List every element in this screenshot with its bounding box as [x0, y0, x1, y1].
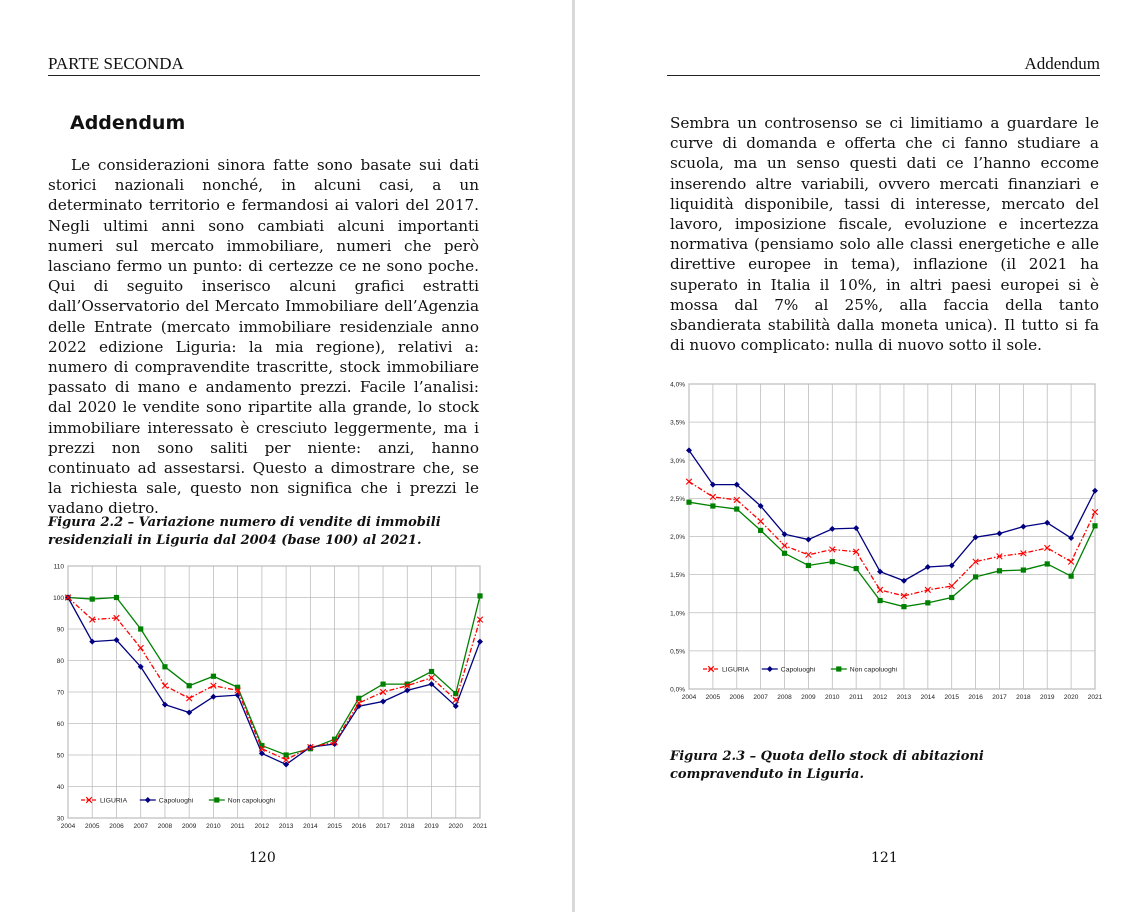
x-tick-label: 2004 [60, 823, 76, 830]
x-tick-label: 2017 [375, 823, 391, 830]
x-tick-label: 2009 [801, 694, 816, 701]
data-point [284, 752, 289, 757]
x-tick-label: 2018 [1016, 694, 1031, 701]
x-tick-label: 2004 [681, 694, 697, 701]
legend-label: Non capoluoghi [227, 797, 276, 805]
data-point [758, 528, 763, 533]
x-tick-label: 2008 [777, 694, 792, 701]
header-rule-left [48, 75, 480, 76]
x-tick-label: 2014 [303, 823, 318, 830]
y-tick-label: 40 [56, 784, 64, 791]
y-tick-label: 2,5% [670, 495, 685, 503]
legend-label: Capoluoghi [158, 797, 194, 805]
running-head-left: PARTE SECONDA [48, 54, 184, 73]
data-point [925, 600, 930, 605]
chart-stock-share [665, 378, 1105, 708]
page-number-right: 121 [871, 850, 898, 866]
data-point [138, 626, 143, 631]
y-tick-label: 3,5% [670, 419, 685, 427]
left-page [0, 0, 572, 912]
data-point [90, 596, 95, 601]
data-point [997, 568, 1002, 573]
data-point [1045, 561, 1050, 566]
y-tick-label: 90 [56, 626, 64, 634]
x-tick-label: 2009 [181, 823, 197, 830]
x-tick-label: 2012 [872, 694, 888, 701]
data-point [973, 574, 978, 579]
data-point [901, 604, 906, 609]
x-tick-label: 2014 [920, 694, 936, 701]
y-tick-label: 0,5% [670, 648, 685, 656]
x-tick-label: 2019 [424, 823, 439, 830]
data-point [806, 563, 811, 568]
data-point [429, 669, 434, 674]
data-point [686, 500, 691, 505]
y-tick-label: 30 [56, 815, 64, 823]
data-point [782, 551, 787, 556]
x-tick-label: 2016 [968, 694, 983, 701]
y-tick-label: 110 [53, 563, 64, 571]
body-text-right: Sembra un controsenso se ci limitiamo a guardare le curve di domanda e offerta che ci fanno studiare a scuola, ma un senso questi dati ce l’hanno eccome inserendo altre variabili, ovvero mercati finanziari e liquidità disponibile, tassi di interesse, mercato del lavoro, imposizione fiscale, evoluzione e incertezza normativa (pensiamo solo alle classi energetiche e alle direttive europee in tema), inflazione (il 2021 ha superato in Italia il 10%, in altri paesi europei si è mossa dal 7% al 25%, alla faccia della tanto sbandierata stabilità dalla moneta unica). Il tutto si fa di nuovo complicato: nulla di nuovo sotto il sole. [670, 114, 1099, 355]
y-tick-label: 1,0% [670, 610, 685, 618]
x-tick-label: 2005 [705, 694, 721, 701]
figure-caption-2-3: Figura 2.3 – Quota dello stock di abitazioni compravenduto in Liguria. [670, 749, 984, 782]
page-number-left: 120 [249, 850, 276, 866]
x-tick-label: 2011 [230, 823, 245, 830]
x-tick-label: 2010 [206, 823, 221, 830]
data-point [211, 674, 216, 679]
x-tick-label: 2020 [448, 823, 463, 830]
data-point [877, 598, 882, 603]
x-tick-label: 2013 [278, 823, 294, 830]
data-point [710, 503, 715, 508]
x-tick-label: 2007 [133, 823, 148, 830]
x-tick-label: 2015 [327, 823, 342, 830]
data-point [1092, 523, 1097, 528]
x-tick-label: 2006 [109, 823, 124, 830]
x-tick-label: 2021 [472, 823, 488, 830]
x-tick-label: 2017 [992, 694, 1007, 701]
y-tick-label: 4,0% [670, 381, 685, 389]
body-text-left: Le considerazioni sinora fatte sono basate sui dati storici nazionali nonché, in alcuni casi, a un determinato territorio e fermandosi ai valori del 2017. Negli ultimi anni sono cambiati alcuni importanti numeri sul mercato immobiliare, numeri che però lasciano fermo un punto: di certezze ce ne sono poche. Qui di seguito inserisco alcuni grafici estratti dall’Osservatorio del Mercato Immobiliare dell’Agenzia delle Entrate (mercato immobiliare residenziale anno 2022 edizione Liguria: la mia regione), relativi a: numero di compravendite trascritte, stock immobiliare passato di mano e andamento prezzi. Facile l’analisi: dal 2020 le vendite sono ripartite alla grande, lo stock immobiliare interessato è cresciuto leggermente, ma i prezzi non sono saliti per niente: anzi, hanno continuato ad assestarsi. Questo a dimostrare che, se la richiesta sale, questo non significa che i prezzi le vadano dietro. [48, 156, 479, 518]
x-tick-label: 2015 [944, 694, 959, 701]
y-tick-label: 80 [56, 658, 64, 665]
data-point [114, 595, 119, 600]
data-point [1069, 574, 1074, 579]
x-tick-label: 2016 [351, 823, 367, 830]
running-head-right: Addendum [1024, 54, 1100, 73]
data-point [949, 595, 954, 600]
x-tick-label: 2008 [157, 823, 173, 830]
x-tick-label: 2005 [85, 823, 100, 830]
x-tick-label: 2006 [729, 694, 744, 701]
y-tick-label: 50 [56, 752, 64, 760]
x-tick-label: 2013 [896, 694, 912, 701]
legend-label: Capoluoghi [780, 666, 816, 674]
data-point [356, 696, 361, 701]
y-tick-label: 3,0% [670, 457, 685, 465]
x-tick-label: 2007 [753, 694, 768, 701]
data-point [734, 506, 739, 511]
legend-label: LIGURIA [100, 797, 128, 805]
right-page [575, 0, 1145, 912]
data-point [162, 664, 167, 669]
x-tick-label: 2011 [849, 694, 864, 701]
y-tick-label: 100 [53, 595, 64, 602]
legend-label: Non capoluoghi [849, 666, 898, 674]
x-tick-label: 2019 [1040, 694, 1055, 701]
y-tick-label: 60 [56, 721, 64, 728]
data-point [380, 682, 385, 687]
data-point [830, 559, 835, 564]
x-tick-label: 2018 [400, 823, 415, 830]
legend-marker [836, 666, 841, 671]
y-tick-label: 70 [56, 689, 64, 697]
y-tick-label: 2,0% [670, 534, 685, 541]
legend-marker [214, 797, 219, 802]
chart-sales-variation [48, 562, 488, 834]
data-point [187, 683, 192, 688]
data-point [1021, 567, 1026, 572]
x-tick-label: 2010 [825, 694, 840, 701]
x-tick-label: 2020 [1063, 694, 1079, 701]
y-tick-label: 1,5% [670, 572, 685, 580]
y-tick-label: 0,0% [670, 686, 685, 694]
figure-caption-2-2: Figura 2.2 – Variazione numero di vendite di immobili residenziali in Liguria dal 2004 (base 100) al 2021. [48, 515, 441, 548]
data-point [854, 566, 859, 571]
data-point [477, 593, 482, 598]
section-title: Addendum [70, 112, 186, 134]
legend-label: LIGURIA [722, 666, 750, 674]
x-tick-label: 2012 [254, 823, 270, 830]
x-tick-label: 2021 [1087, 694, 1103, 701]
header-rule-right [667, 75, 1100, 76]
